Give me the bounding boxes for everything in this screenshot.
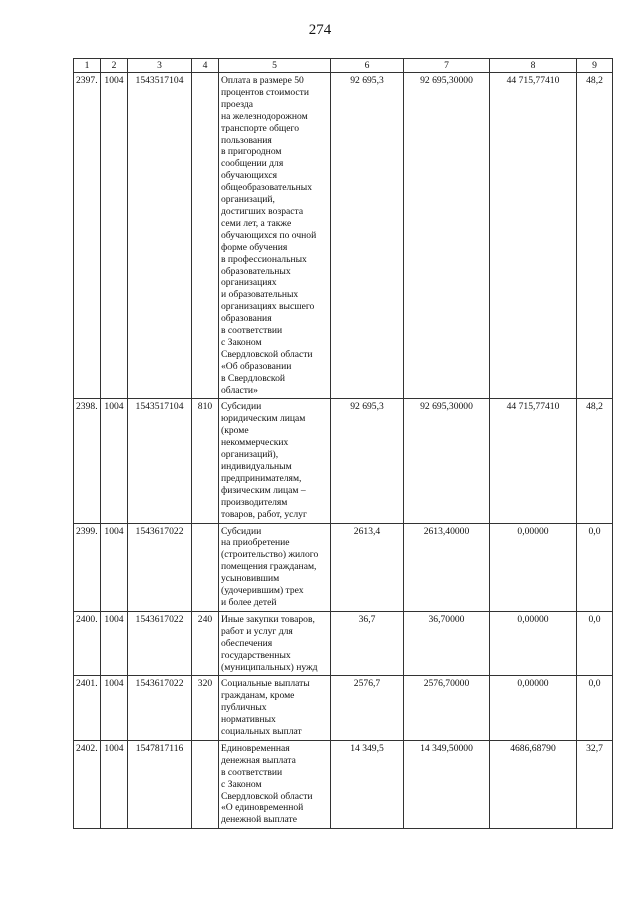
item-name: Оплата в размере 50 процентов стоимости проезда на железнодорожном транспорте общего пользования в пригородном сообщении для обучающихся общеобразовательных организаций, достигших возраста семи лет, а также обучающихся по очной форме обучения в профессиональных образовательных организациях и образовательных организациях высшего образования в соответствии с Законом Свердловской области «Об образовании в Свердловской области» xyxy=(219,73,331,399)
refined-amount: 92 695,30000 xyxy=(404,399,490,523)
expense-kind-code: 810 xyxy=(192,399,219,523)
plan-amount: 92 695,3 xyxy=(331,73,404,399)
column-header-8: 8 xyxy=(490,59,577,73)
section-code: 1004 xyxy=(101,740,128,828)
row-number: 2399. xyxy=(74,523,101,611)
execution-percent: 32,7 xyxy=(577,740,613,828)
execution-percent: 0,0 xyxy=(577,611,613,676)
plan-amount: 36,7 xyxy=(331,611,404,676)
column-header-5: 5 xyxy=(219,59,331,73)
budget-table xyxy=(73,58,613,829)
expense-kind-code xyxy=(192,740,219,828)
column-header-9: 9 xyxy=(577,59,613,73)
plan-amount: 14 349,5 xyxy=(331,740,404,828)
table-row xyxy=(74,740,613,828)
row-number: 2400. xyxy=(74,611,101,676)
plan-amount: 2576,7 xyxy=(331,676,404,741)
item-name: Субсидии на приобретение (строительство) жилого помещения гражданам, усыновившим (удочерившим) трех и более детей xyxy=(219,523,331,611)
executed-amount: 44 715,77410 xyxy=(490,73,577,399)
expense-kind-code: 240 xyxy=(192,611,219,676)
row-number: 2398. xyxy=(74,399,101,523)
row-number: 2397. xyxy=(74,73,101,399)
table-row xyxy=(74,523,613,611)
executed-amount: 0,00000 xyxy=(490,676,577,741)
section-code: 1004 xyxy=(101,676,128,741)
expense-kind-code xyxy=(192,523,219,611)
target-code: 1543517104 xyxy=(128,73,192,399)
expense-kind-code: 320 xyxy=(192,676,219,741)
target-code: 1543617022 xyxy=(128,611,192,676)
column-header-7: 7 xyxy=(404,59,490,73)
target-code: 1543617022 xyxy=(128,523,192,611)
execution-percent: 0,0 xyxy=(577,523,613,611)
section-code: 1004 xyxy=(101,611,128,676)
item-name: Иные закупки товаров, работ и услуг для обеспечения государственных (муниципальных) нужд xyxy=(219,611,331,676)
column-header-2: 2 xyxy=(101,59,128,73)
executed-amount: 4686,68790 xyxy=(490,740,577,828)
execution-percent: 48,2 xyxy=(577,399,613,523)
column-header-4: 4 xyxy=(192,59,219,73)
row-number: 2401. xyxy=(74,676,101,741)
column-header-6: 6 xyxy=(331,59,404,73)
target-code: 1547817116 xyxy=(128,740,192,828)
page-number: 274 xyxy=(308,22,332,38)
item-name: Субсидии юридическим лицам (кроме некоммерческих организаций), индивидуальным предпринимателям, физическим лицам – производителям товаров, работ, услуг xyxy=(219,399,331,523)
table-row xyxy=(74,676,613,741)
executed-amount: 44 715,77410 xyxy=(490,399,577,523)
target-code: 1543517104 xyxy=(128,399,192,523)
section-code: 1004 xyxy=(101,523,128,611)
plan-amount: 92 695,3 xyxy=(331,399,404,523)
table-row xyxy=(74,73,613,399)
section-code: 1004 xyxy=(101,399,128,523)
execution-percent: 0,0 xyxy=(577,676,613,741)
executed-amount: 0,00000 xyxy=(490,523,577,611)
column-header-3: 3 xyxy=(128,59,192,73)
item-name: Единовременная денежная выплата в соответствии с Законом Свердловской области «О единовременной денежной выплате xyxy=(219,740,331,828)
column-header-1: 1 xyxy=(74,59,101,73)
execution-percent: 48,2 xyxy=(577,73,613,399)
target-code: 1543617022 xyxy=(128,676,192,741)
executed-amount: 0,00000 xyxy=(490,611,577,676)
table-row xyxy=(74,399,613,523)
expense-kind-code xyxy=(192,73,219,399)
table-row xyxy=(74,611,613,676)
section-code: 1004 xyxy=(101,73,128,399)
item-name: Социальные выплаты гражданам, кроме публичных нормативных социальных выплат xyxy=(219,676,331,741)
refined-amount: 92 695,30000 xyxy=(404,73,490,399)
refined-amount: 36,70000 xyxy=(404,611,490,676)
refined-amount: 2613,40000 xyxy=(404,523,490,611)
refined-amount: 14 349,50000 xyxy=(404,740,490,828)
plan-amount: 2613,4 xyxy=(331,523,404,611)
row-number: 2402. xyxy=(74,740,101,828)
header-row xyxy=(74,59,613,73)
refined-amount: 2576,70000 xyxy=(404,676,490,741)
